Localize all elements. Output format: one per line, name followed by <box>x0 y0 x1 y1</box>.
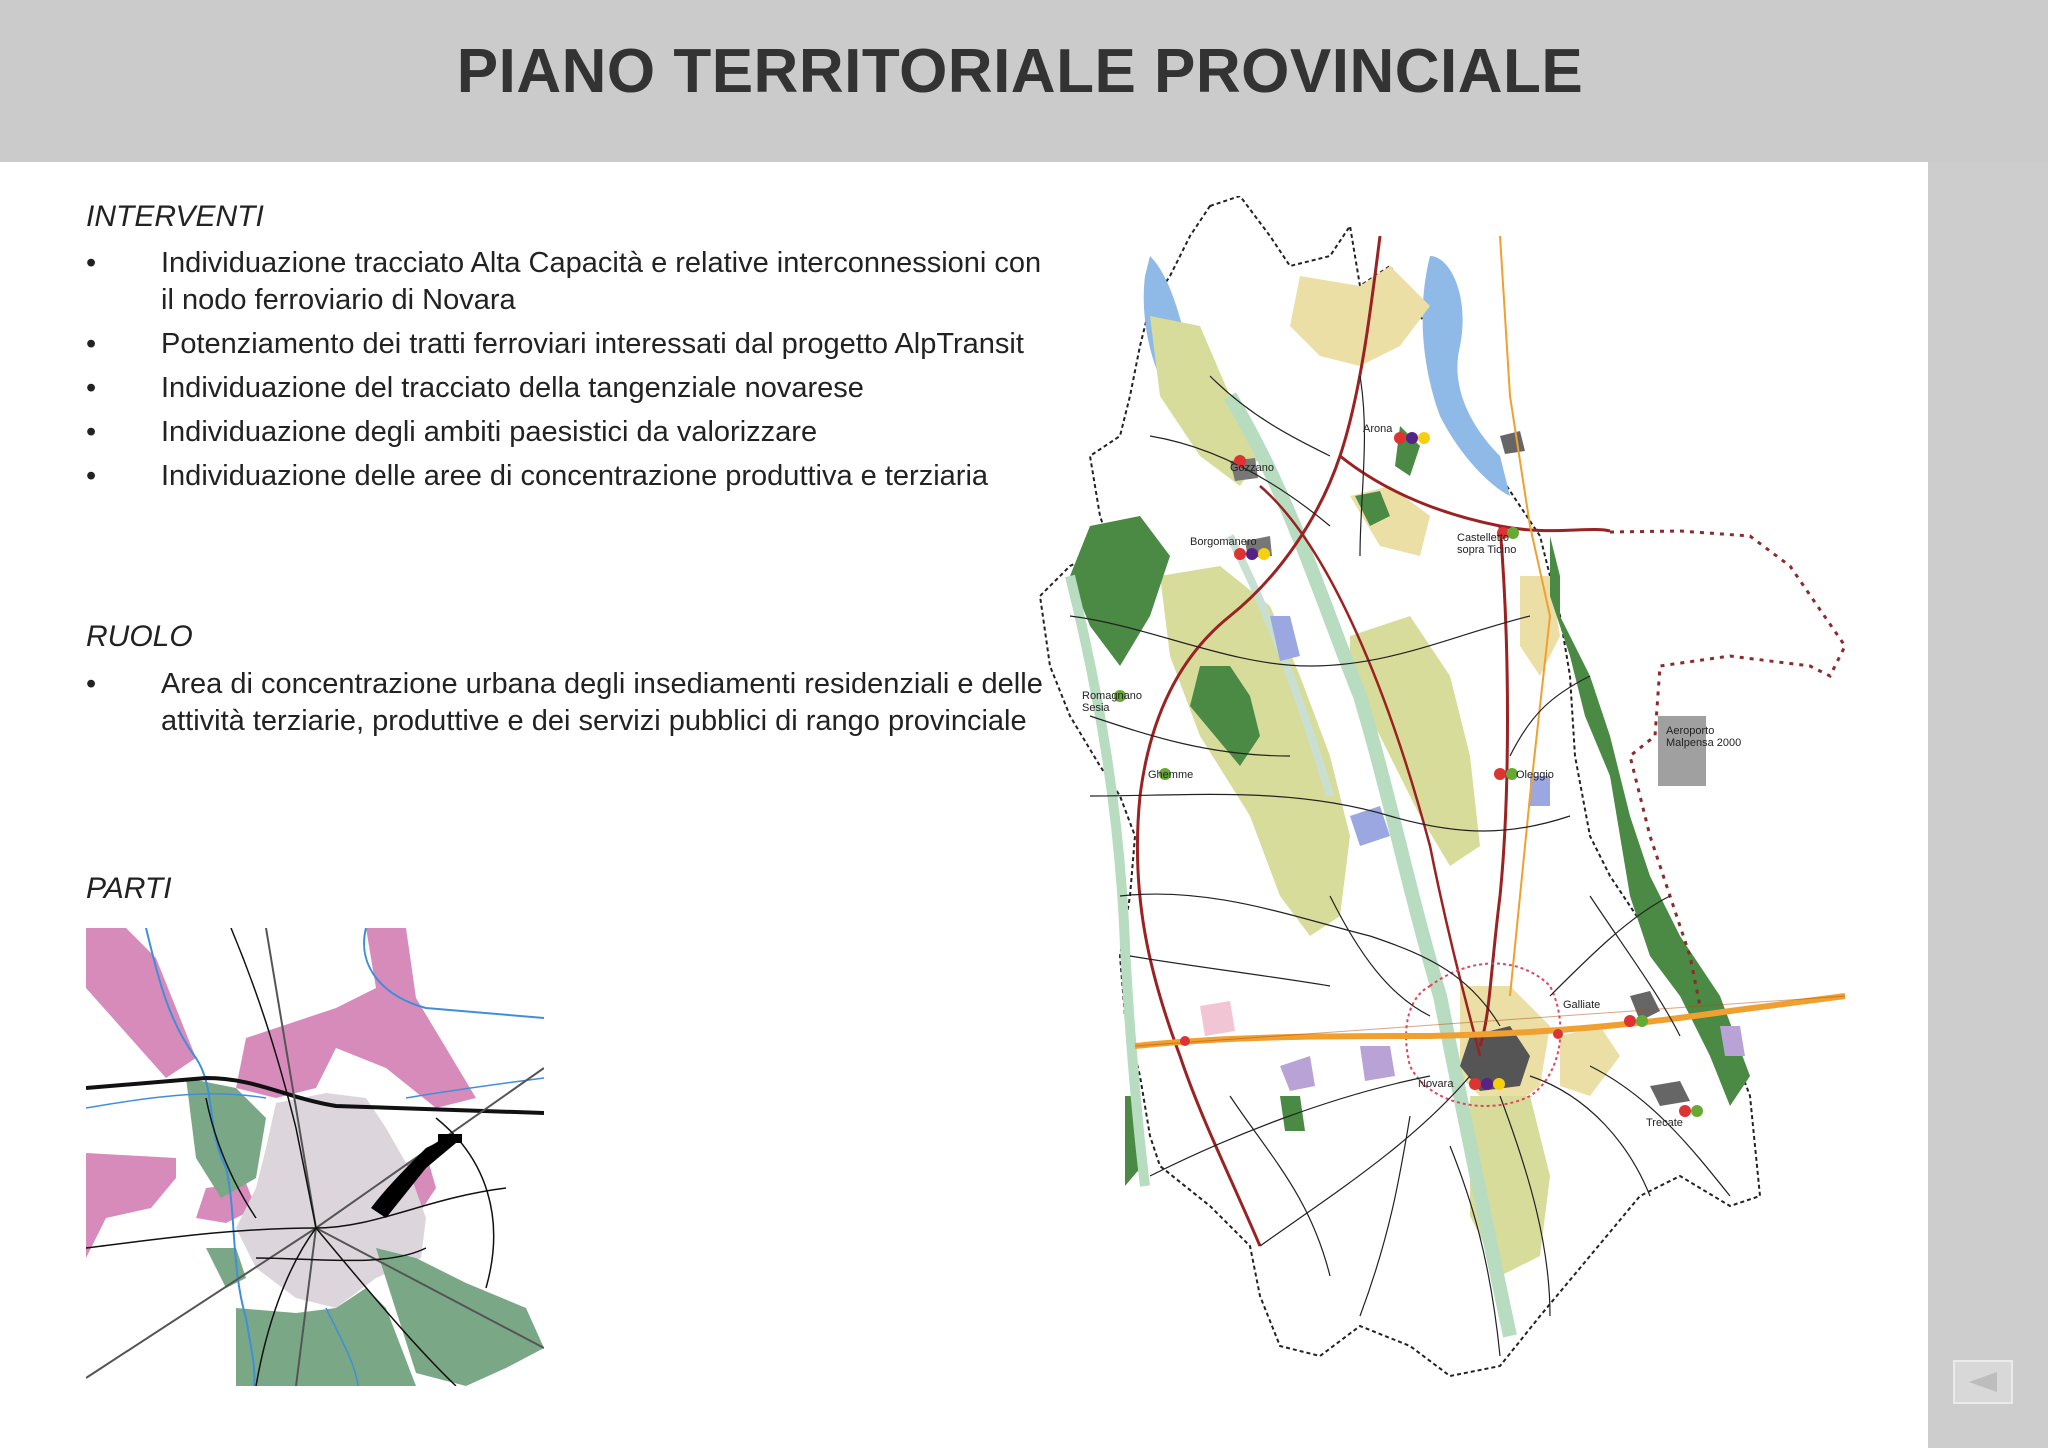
list-item <box>86 414 1061 451</box>
list-item-text: Individuazione del tracciato della tangenziale novarese <box>161 372 864 404</box>
label-aeroporto-1: Aeroporto <box>1666 725 1715 737</box>
label-ghemme: Ghemme <box>1148 769 1194 781</box>
interventi-list <box>86 245 1061 502</box>
label-aeroporto-2: Malpensa 2000 <box>1666 737 1742 749</box>
bullet: • <box>86 460 97 492</box>
list-item-text: Individuazione delle aree di concentrazione produttiva e terziaria <box>161 460 989 492</box>
list-item <box>86 245 1061 319</box>
label-arona: Arona <box>1363 423 1393 435</box>
bullet: • <box>86 328 97 360</box>
production-area <box>1360 1046 1395 1081</box>
interventi-heading: INTERVENTI <box>86 200 264 233</box>
list-item <box>86 326 1061 363</box>
previous-slide-button[interactable] <box>1953 1360 2013 1404</box>
list-item <box>86 458 1061 495</box>
label-castelletto-2: sopra Ticino <box>1457 544 1517 556</box>
production-area <box>1200 1001 1235 1036</box>
header-bar <box>0 0 2048 162</box>
province-map <box>1030 196 1860 1386</box>
list-item-text: Area di concentrazione urbana degli insediamenti residenziali e delle attività terziarie, produttive e dei servizi pubblici di rango provinciale <box>161 668 1043 737</box>
bullet: • <box>86 247 97 279</box>
bullet: • <box>86 416 97 448</box>
label-castelletto-1: Castelletto <box>1457 532 1509 544</box>
label-borgomanero: Borgomanero <box>1190 536 1257 548</box>
triangle-left-icon <box>1965 1370 2001 1394</box>
label-oleggio: Oleggio <box>1516 769 1554 781</box>
label-romagnano-1: Romagnano <box>1082 690 1142 702</box>
bullet: • <box>86 372 97 404</box>
right-side-strip <box>1928 162 2048 1448</box>
page-title: PIANO TERRITORIALE PROVINCIALE <box>456 37 1584 106</box>
list-item-text: Individuazione tracciato Alta Capacità e relative interconnessioni con il nodo ferroviario di Novara <box>161 247 1042 316</box>
industrial-area <box>438 1134 462 1143</box>
list-item-text: Individuazione degli ambiti paesistici da valorizzare <box>161 416 818 448</box>
label-gozzano: Gozzano <box>1230 462 1275 474</box>
label-trecate: Trecate <box>1646 1117 1683 1129</box>
bullet: • <box>86 668 97 700</box>
urban-area <box>1500 431 1525 454</box>
parti-heading: PARTI <box>86 872 172 905</box>
ruolo-heading: RUOLO <box>86 620 193 653</box>
ruolo-list <box>86 666 1061 747</box>
list-item-text: Potenziamento dei tratti ferroviari interessati dal progetto AlpTransit <box>161 328 1024 360</box>
label-romagnano-2: Sesia <box>1082 702 1110 714</box>
parti-map <box>86 928 544 1386</box>
province-boundary <box>1040 196 1760 1376</box>
label-galliate: Galliate <box>1563 999 1601 1011</box>
list-item <box>86 666 1061 740</box>
label-novara: Novara <box>1418 1078 1454 1090</box>
list-item <box>86 370 1061 407</box>
